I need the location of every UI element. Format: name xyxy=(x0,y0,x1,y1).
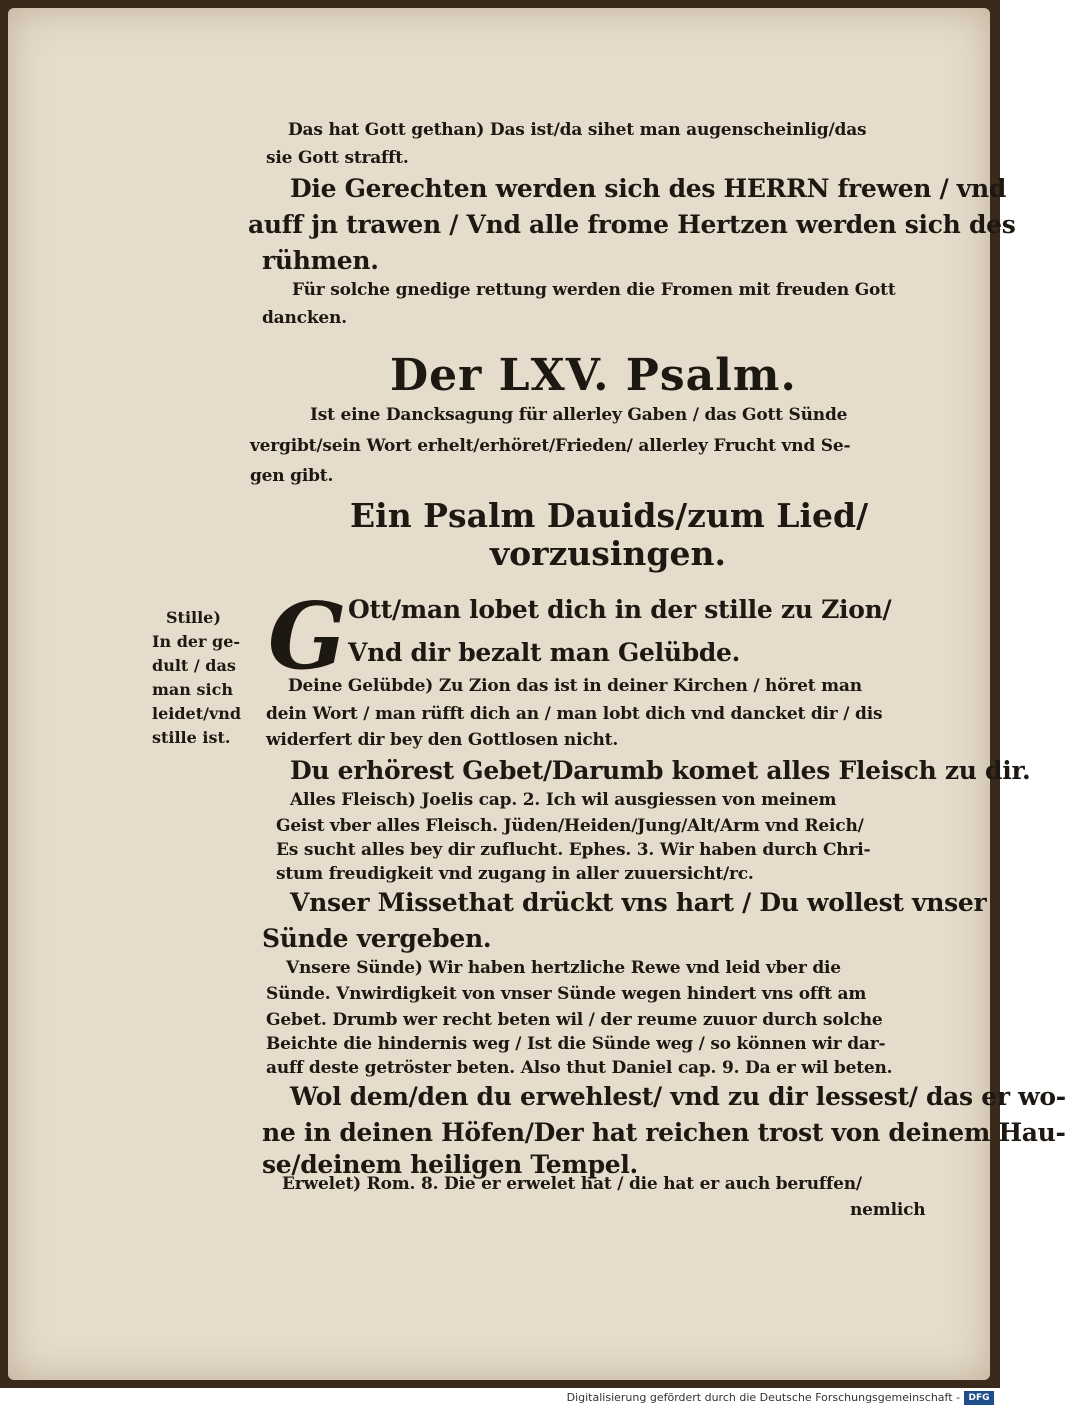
text-line: rühmen. xyxy=(262,246,379,275)
dfg-logo-icon[interactable]: DFG xyxy=(964,1391,994,1405)
text-line: gen gibt. xyxy=(250,466,334,486)
marginal-note-line: dult / das xyxy=(152,656,236,675)
text-line: Die Gerechten werden sich des HERRN frewen / vnd xyxy=(290,174,1007,203)
text-line: Sünde. Vnwirdigkeit von vnser Sünde wegen hindert vns offt am xyxy=(266,984,867,1004)
marginal-note-line: leidet/vnd xyxy=(152,704,242,723)
text-line: auff deste getröster beten. Also thut Daniel cap. 9. Da er wil beten. xyxy=(266,1058,893,1078)
text-line: Geist vber alles Fleisch. Jüden/Heiden/Jung/Alt/Arm vnd Reich/ xyxy=(276,816,864,836)
text-line: nemlich xyxy=(850,1200,926,1220)
footer-bar xyxy=(0,1388,1000,1409)
drop-cap-initial: G xyxy=(268,582,347,690)
text-line: Ist eine Dancksagung für allerley Gaben / das Gott Sünde xyxy=(310,405,848,425)
marginal-note-line: In der ge- xyxy=(152,632,241,651)
text-line: Wol dem/den du erwehlest/ vnd zu dir lessest/ das er wo- xyxy=(290,1082,1066,1111)
text-line: Vnsere Sünde) Wir haben hertzliche Rewe vnd leid vber die xyxy=(286,958,841,978)
marginal-note-line: man sich xyxy=(152,680,233,699)
text-line: Ott/man lobet dich in der stille zu Zion/ xyxy=(348,595,892,624)
text-line: sie Gott strafft. xyxy=(266,148,409,168)
book-page xyxy=(8,8,1066,1380)
text-line: Es sucht alles bey dir zuflucht. Ephes. 3. Wir haben durch Chri- xyxy=(276,840,871,860)
text-line: Sünde vergeben. xyxy=(262,924,492,953)
text-line: Beichte die hindernis weg / Ist die Sünde weg / so können wir dar- xyxy=(266,1034,886,1054)
text-line: vergibt/sein Wort erhelt/erhöret/Frieden/ allerley Frucht vnd Se- xyxy=(250,436,851,456)
text-line: Alles Fleisch) Joelis cap. 2. Ich wil ausgiessen von meinem xyxy=(290,790,837,810)
text-line: dein Wort / man rüfft dich an / man lobt dich vnd dancket dir / dis xyxy=(266,704,883,724)
text-line: Für solche gnedige rettung werden die Fromen mit freuden Gott xyxy=(292,280,896,300)
text-line: Gebet. Drumb wer recht beten wil / der reume zuuor durch solche xyxy=(266,1010,883,1030)
text-line: se/deinem heiligen Tempel. xyxy=(262,1150,638,1179)
text-line: Ein Psalm Dauids/zum Lied/ xyxy=(350,496,869,535)
marginal-note-line: Stille) xyxy=(166,608,221,627)
text-line: Das hat Gott gethan) Das ist/da sihet man augenscheinlig/das xyxy=(288,120,867,140)
footer-credit: Digitalisierung gefördert durch die Deutsche Forschungsgemeinschaft - xyxy=(566,1391,960,1404)
marginal-note-line: stille ist. xyxy=(152,728,231,747)
text-line: auff jn trawen / Vnd alle frome Hertzen werden sich des xyxy=(248,210,1016,239)
text-line: dancken. xyxy=(262,308,347,328)
text-line: Deine Gelübde) Zu Zion das ist in deiner Kirchen / höret man xyxy=(288,676,862,696)
text-line: Erwelet) Rom. 8. Die er erwelet hat / die hat er auch beruffen/ xyxy=(282,1174,862,1194)
text-line: vorzusingen. xyxy=(490,534,726,573)
text-line: widerfert dir bey den Gottlosen nicht. xyxy=(266,730,619,750)
text-line: Vnser Missethat drückt vns hart / Du wollest vnser xyxy=(290,888,987,917)
text-line: Vnd dir bezalt man Gelübde. xyxy=(348,638,741,667)
text-line: stum freudigkeit vnd zugang in aller zuuersicht/rc. xyxy=(276,864,754,884)
text-line: Du erhörest Gebet/Darumb komet alles Fleisch zu dir. xyxy=(290,756,1031,785)
text-line: ne in deinen Höfen/Der hat reichen trost von deinem Hau- xyxy=(262,1118,1066,1147)
text-line: Der LXV. Psalm. xyxy=(390,350,797,401)
